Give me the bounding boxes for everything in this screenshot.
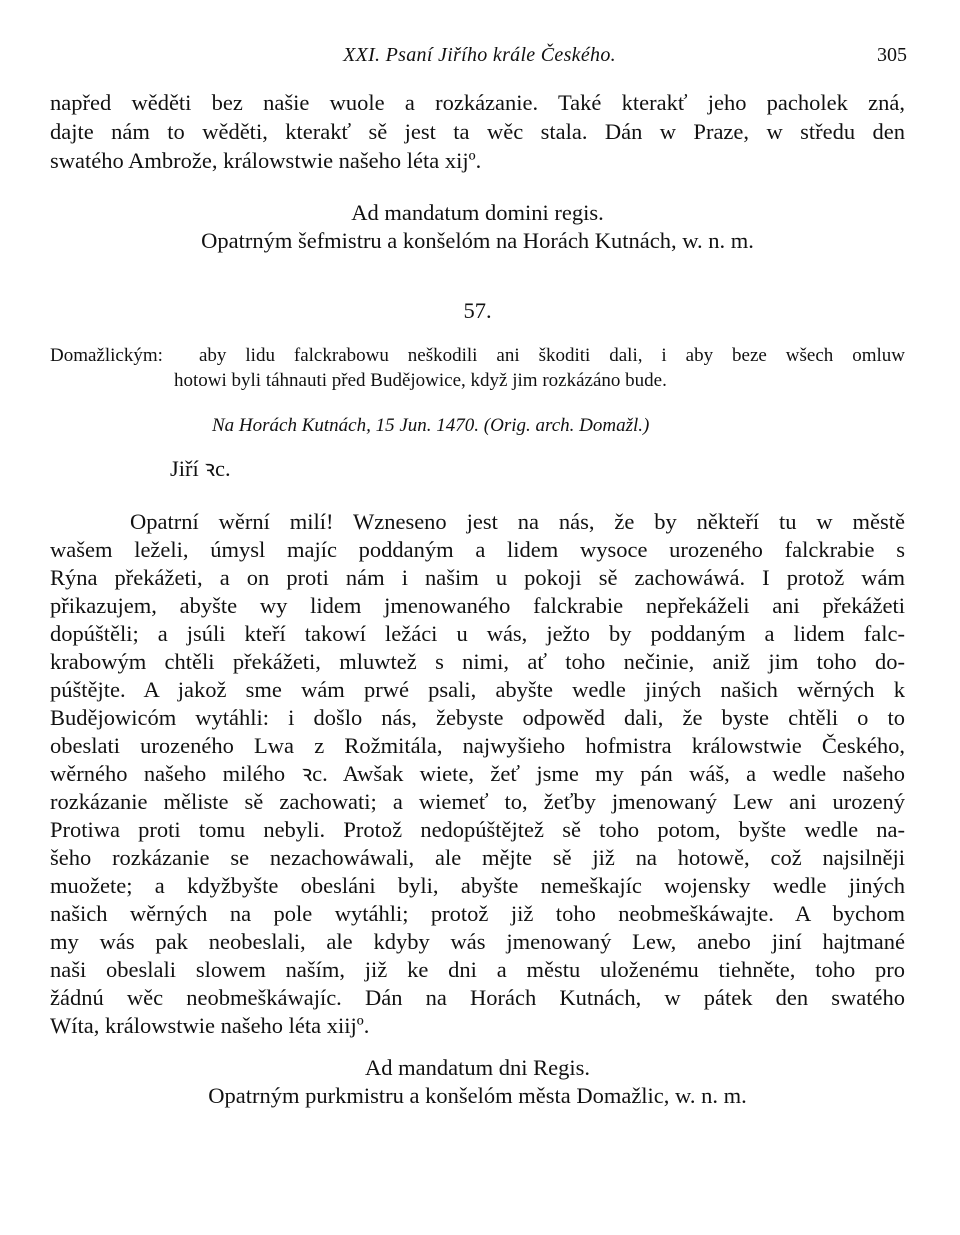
body-line: Wíta, králowstwie našeho léta xiijº. bbox=[50, 1013, 370, 1038]
body-line: naši obeslali slowem naším, již ke dni a městu uloženému tiehněte, toho pro bbox=[50, 957, 905, 982]
body-line: Budějowicóm wytáhli: i došlo nás, žebyste odpowěd dali, že byste chtěli o to bbox=[50, 705, 905, 730]
summary-line: aby lidu falckrabowu neškodili ani škoditi dali, i aby beze wšech omluw bbox=[199, 345, 905, 366]
body-line: Opatrní wěrní milí! Wzneseno jest na nás, že by někteří tu w městě bbox=[130, 509, 905, 534]
running-head bbox=[52, 44, 907, 74]
text-line: dajte nám to wěděti, kterakť sě jest ta wěc stala. Dán w Praze, w středu den bbox=[50, 119, 905, 144]
page-number: 305 bbox=[877, 44, 907, 66]
summary-line: hotowi byli táhnauti před Budějowice, když jim rozkázáno bude. bbox=[174, 370, 667, 391]
body-line: púštějte. A jakož sme wám prwé psali, abyšte wedle jiných našich wěrných k bbox=[50, 677, 905, 702]
body-line: wěrného našeho milého ꝛc. Awšak wiete, žeť jsme my pán wáš, a wedle našeho bbox=[50, 761, 905, 786]
dateline: Na Horách Kutnách, 15 Jun. 1470. (Orig. arch. Domažl.) bbox=[212, 415, 650, 436]
body-line: obeslati urozeného Lwa z Rožmitála, najwyšieho hofmistra králowstwie Českého, bbox=[50, 733, 905, 758]
body-line: přikazujem, abyšte wy lidem jmenowaného falckrabie nepřekáželi ani překážeti bbox=[50, 593, 905, 618]
body-line: dopúštěli; a jsúli kteří takowí ležáci u wás, ježto by poddaným a lidem falc- bbox=[50, 621, 905, 646]
running-title: XXI. Psaní Jiřího krále Českého. bbox=[343, 44, 616, 66]
summary-lead: Domažlickým: bbox=[50, 345, 163, 366]
salutation: Jiří ꝛc. bbox=[170, 456, 231, 481]
body-line: Protiwa proti tomu nebyli. Protož nedopúštějtež sě toho potom, byšte wedle na- bbox=[50, 817, 905, 842]
body-line: krabowým chtěli překážeti, mluwtež s nimi, ať toho nečinie, aniž jim toho do- bbox=[50, 649, 905, 674]
body-line: Rýna překážeti, a on proti nám i našim u pokoji sě zachowáwá. I protož wám bbox=[50, 565, 905, 590]
text-line: napřed wěděti bez našie wuole a rozkázanie. Také kterakť jeho pacholek zná, bbox=[50, 90, 905, 115]
letter-number: 57. bbox=[463, 298, 492, 323]
body-line: my wás pak neobeslali, ale kdyby wás jmenowaný Lew, anebo jiní hajtmané bbox=[50, 929, 905, 954]
body-line: rozkázanie měliste sě zachowati; a wiemeť to, žeťby jmenowaný Lew ani urozený bbox=[50, 789, 905, 814]
body-line: našich wěrných na pole wytáhli; protož již toho neobmeškáwajte. A bychom bbox=[50, 901, 905, 926]
text-line: swatého Ambrože, králowstwie našeho léta xijº. bbox=[50, 148, 482, 173]
mandate-note: Ad mandatum dni Regis. bbox=[365, 1055, 590, 1080]
body-line: šeho rozkázanie se nezachowáwali, ale mějte sě již na hotowě, což najsilněji bbox=[50, 845, 905, 870]
address-line: Opatrným purkmistru a konšelóm města Domažlic, w. n. m. bbox=[208, 1083, 747, 1108]
body-line: wašem leželi, úmysl majíc poddaným a lidem wysoce urozeného falckrabie s bbox=[50, 537, 905, 562]
mandate-note: Ad mandatum domini regis. bbox=[351, 200, 604, 225]
body-line: žádnú wěc neobmeškáwajíc. Dán na Horách Kutnách, w pátek den swatého bbox=[50, 985, 905, 1010]
address-line: Opatrným šefmistru a konšelóm na Horách Kutnách, w. n. m. bbox=[201, 228, 754, 253]
body-line: muožete; a kdyžbyšte obesláni byli, abyšte nemeškajíc wojensky wedle jiných bbox=[50, 873, 905, 898]
